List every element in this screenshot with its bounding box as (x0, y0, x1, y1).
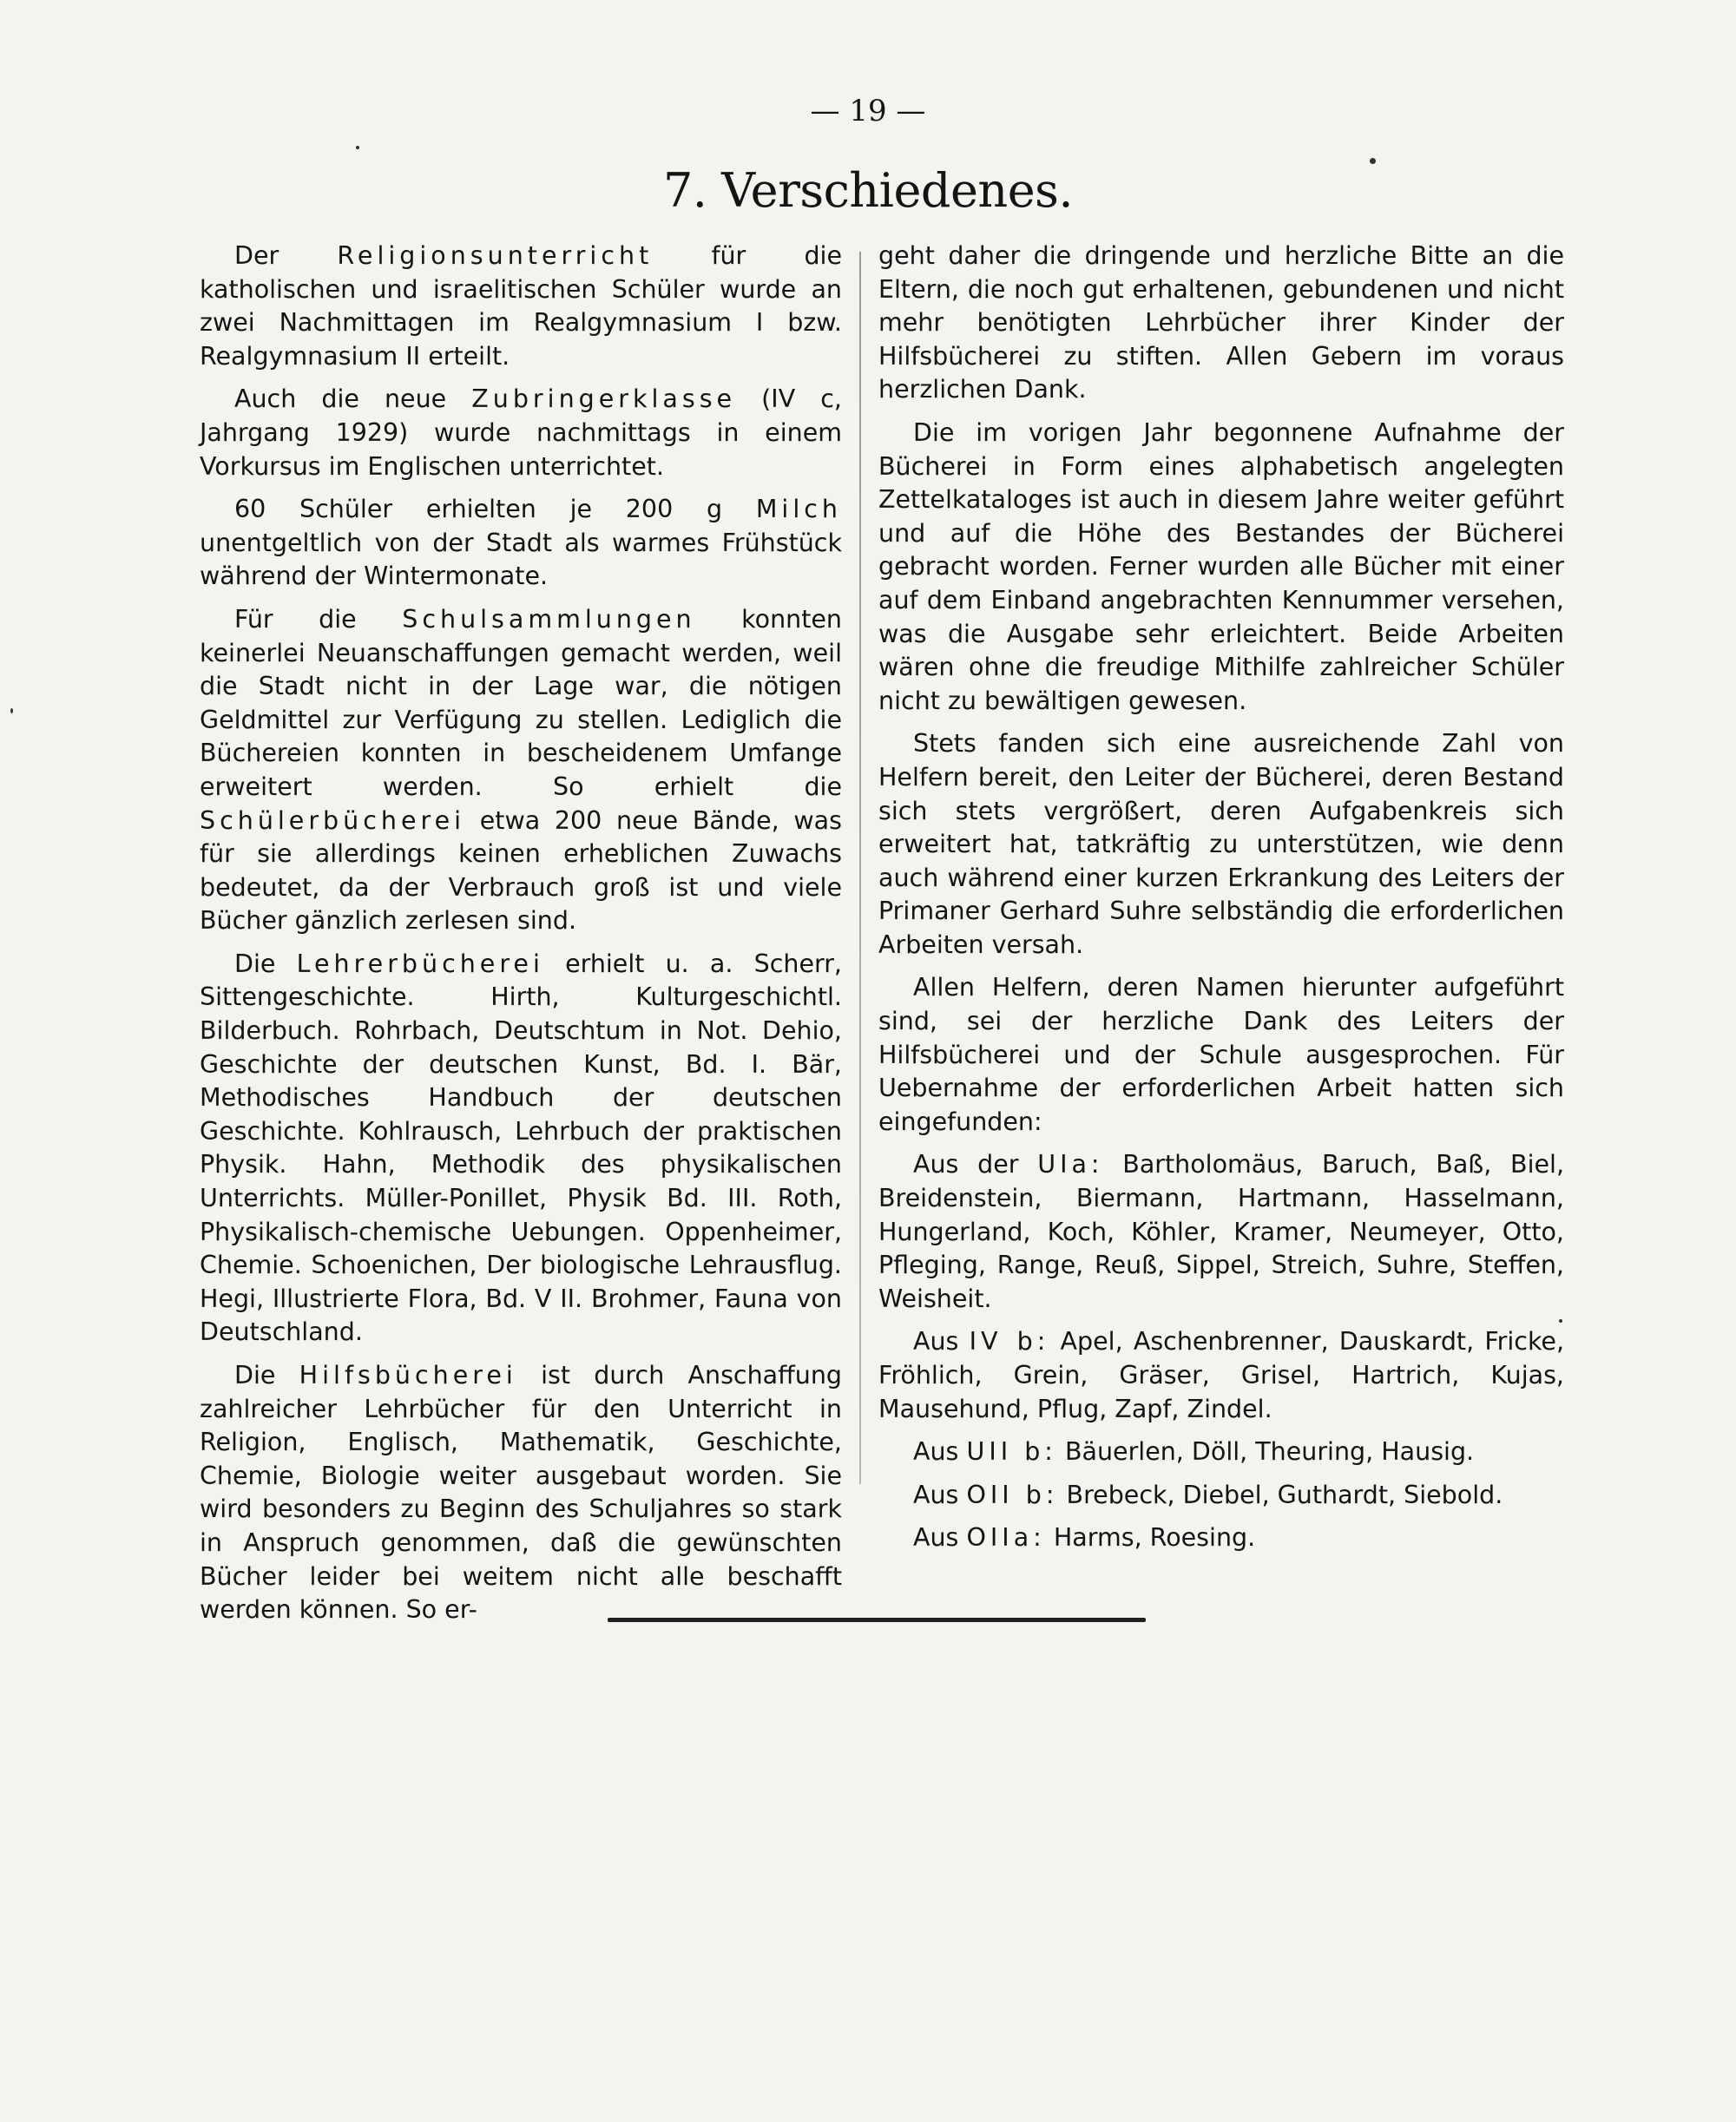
print-speck (1559, 1319, 1562, 1323)
spaced-term: IV b: (969, 1327, 1050, 1357)
spaced-term: OIIa: (966, 1523, 1046, 1553)
spaced-term: Religionsunterricht (337, 241, 654, 270)
paragraph (878, 417, 1564, 718)
paragraph-text: Aus (913, 1327, 970, 1357)
paragraph-text: Allen Helfern, deren Namen hierunter aufgeführt sind, sei der herzliche Dank des Leiters der Hilfsbücherei und der Schule ausgesprochen. Für Uebernahme der erforderlichen Arbeit hatten sich eingefunden: (878, 973, 1564, 1136)
paragraph-text: Bartholomäus, Baruch, Baß, Biel, Breidenstein, Biermann, Hartmann, Hasselmann, Hungerland, Koch, Köhler, Kramer, Neumeyer, Otto, Pfleging, Range, Reuß, Sippel, Streich, Suhre, Steffen, Weisheit. (878, 1150, 1564, 1313)
paragraph-text: konnten keinerlei Neuanschaffungen gemacht werden, weil die Stadt nicht in der Lage war, die nötigen Geldmittel zur Verfügung zu stellen. Lediglich die Büchereien konnten in bescheidenem Umfange erweitert werden. So erhielt die (200, 604, 842, 801)
paragraph-text: geht daher die dringende und herzliche Bitte an die Eltern, die noch gut erhaltenen, gebundenen und nicht mehr benötigten Lehrbücher ihrer Kinder der Hilfsbücherei zu stiften. Allen Gebern im voraus herzlichen Dank. (878, 241, 1564, 404)
spaced-term: Hilfsbücherei (299, 1361, 517, 1389)
spaced-term: Schulsammlungen (402, 604, 696, 634)
paragraph-text: ist durch Anschaffung zahlreicher Lehrbücher für den Unterricht in Religion, Englisch, Mathematik, Geschichte, Chemie, Biologie weiter ausgebaut worden. Sie wird besonders zu Beginn des Schuljahres so stark in Anspruch genommen, daß die gewünschten Bücher leider bei weitem nicht alle beschafft werden können. So er- (200, 1361, 842, 1625)
left-column (200, 240, 842, 1637)
spaced-term: Milch (755, 495, 842, 524)
paragraph (878, 1435, 1564, 1469)
paragraph-text: (IV c, Jahrgang 1929) wurde nachmittags in einem Vorkursus im Englischen unterrichtet. (200, 384, 842, 481)
spaced-term: Schülerbücherei (200, 805, 466, 835)
paragraph-text: für die katholischen und israelitischen Schüler wurde an zwei Nachmittagen im Realgymnasium I bzw. Realgymnasium II erteilt. (200, 241, 842, 371)
paragraph (200, 383, 842, 483)
paragraph-text: Aus (913, 1480, 967, 1509)
spaced-term: UII b: (966, 1437, 1057, 1467)
paragraph-text: Für die (234, 604, 403, 634)
paragraph-text: Aus der (913, 1150, 1038, 1179)
paragraph (878, 1479, 1564, 1513)
paragraph-text: Aus (913, 1523, 967, 1553)
paragraph-text: Brebeck, Diebel, Guthardt, Siebold. (1058, 1480, 1503, 1509)
paragraph-text: Harms, Roesing. (1045, 1523, 1256, 1553)
paragraph (200, 493, 842, 594)
spaced-term: UIa: (1037, 1150, 1104, 1179)
right-column (878, 240, 1564, 1565)
paragraph (200, 1359, 842, 1627)
paragraph-text: erhielt u. a. Scherr, Sittengeschichte. Hirth, Kulturgeschichtl. Bilderbuch. Rohrbach, Deutschtum in Not. Dehio, Geschichte der deutschen Kunst, Bd. I. Bär, Methodisches Handbuch der deutschen Geschichte. Kohlrausch, Lehrbuch der praktischen Physik. Hahn, Methodik des physikalischen Unterrichts. Müller-Ponillet, Physik Bd. III. Roth, Physikalisch-chemische Uebungen. Oppenheimer, Chemie. Schoenichen, Der biologische Lehrausflug. Hegi, Illustrierte Flora, Bd. V II. Brohmer, Fauna von Deutschland. (200, 949, 842, 1347)
spaced-term: Zubringerklasse (471, 384, 737, 414)
paragraph-text: Die (234, 949, 297, 978)
print-speck (1370, 158, 1376, 164)
paragraph-text: Aus (913, 1437, 967, 1467)
paragraph (878, 727, 1564, 962)
paragraph-text: Auch die neue (234, 384, 472, 414)
paragraph-text: etwa 200 neue Bände, was für sie allerdings keinen erheblichen Zuwachs bedeutet, da der Verbrauch groß ist und viele Bücher gänzlich zerlesen sind. (200, 805, 842, 936)
spaced-term: OII b: (966, 1480, 1059, 1509)
column-divider (859, 252, 861, 1484)
paragraph (878, 971, 1564, 1139)
print-speck (356, 146, 359, 149)
page-number: — 19 — (810, 94, 926, 128)
paragraph-text: unentgeltlich von der Stadt als warmes Frühstück während der Wintermonate. (200, 528, 842, 591)
paragraph-text: Die (234, 1361, 299, 1389)
paragraph (878, 1521, 1564, 1555)
paragraph (878, 1325, 1564, 1426)
paragraph-text: 60 Schüler erhielten je 200 g (234, 495, 756, 524)
section-end-rule (608, 1618, 1146, 1622)
paragraph (200, 603, 842, 938)
paragraph-text: Die im vorigen Jahr begonnene Aufnahme der Bücherei in Form eines alphabetisch angelegten Zettelkataloges ist auch in diesem Jahre weiter geführt und auf die Höhe des Bestandes der Bücherei gebracht worden. Ferner wurden alle Bücher mit einer auf dem Einband angebrachten Kennummer versehen, was die Ausgabe sehr erleichtert. Beide Arbeiten wären ohne die freudige Mithilfe zahlreicher Schüler nicht zu bewältigen gewesen. (878, 417, 1564, 715)
paragraph-text: Stets fanden sich eine ausreichende Zahl von Helfern bereit, den Leiter der Bücherei, deren Bestand sich stets vergrößert, deren Aufgabenkreis sich erweitert hat, tatkräftig zu unterstützen, wie denn auch während einer kurzen Erkrankung des Leiters der Primaner Gerhard Suhre selbständig die erforderlichen Arbeiten versah. (878, 729, 1564, 959)
spaced-term: Lehrerbücherei (296, 949, 544, 978)
paragraph (200, 948, 842, 1350)
paragraph-text: Apel, Aschenbrenner, Dauskardt, Fricke, Fröhlich, Grein, Gräser, Grisel, Hartrich, Kujas, Mausehund, Pflug, Zapf, Zindel. (878, 1327, 1565, 1423)
paragraph (200, 240, 842, 373)
paragraph (878, 1148, 1564, 1316)
paragraph-text: Bäuerlen, Döll, Theuring, Hausig. (1056, 1437, 1475, 1467)
chapter-title: 7. Verschiedenes. (662, 163, 1074, 218)
paragraph-text: Der (234, 241, 338, 270)
paragraph (878, 240, 1564, 407)
print-speck (10, 708, 13, 713)
